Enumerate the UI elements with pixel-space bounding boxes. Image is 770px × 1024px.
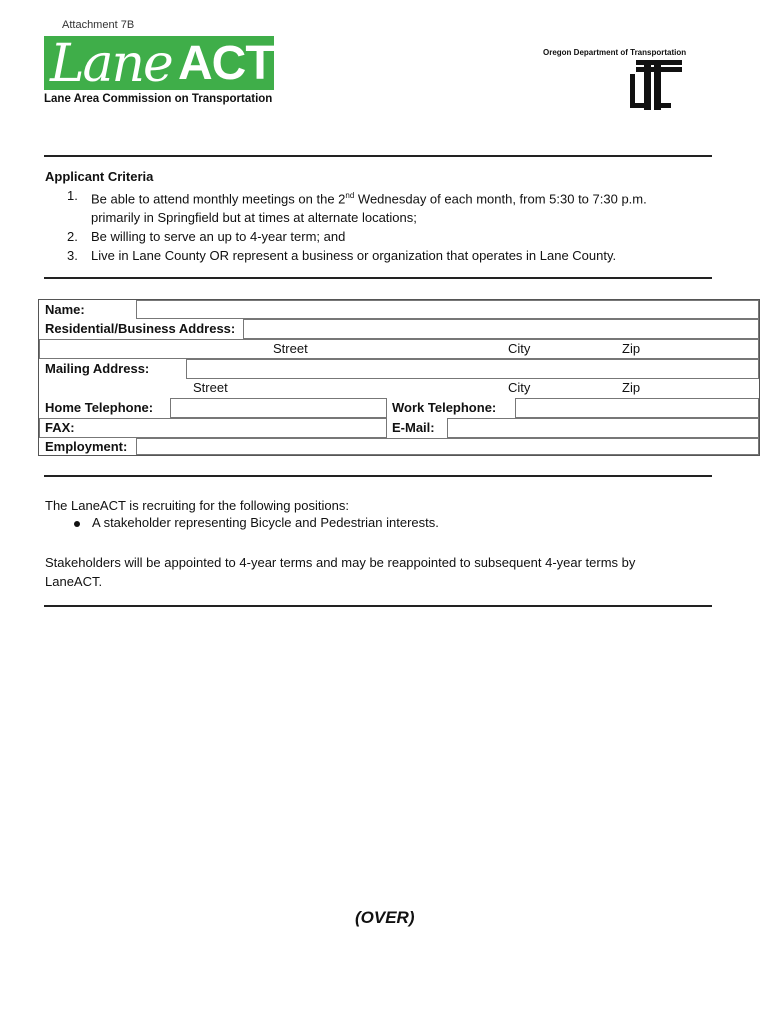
criteria-number: 1.	[67, 188, 78, 203]
address-field[interactable]	[243, 319, 759, 339]
zip-label: Zip	[622, 341, 641, 356]
bullet-icon	[74, 521, 80, 527]
recruiting-bullet	[74, 515, 439, 530]
logo-act-text: ACT	[178, 37, 274, 90]
criteria-title: Applicant Criteria	[45, 169, 154, 184]
fax-label: FAX:	[45, 420, 75, 435]
divider	[44, 155, 712, 157]
criteria-text: Wednesday of each month, from 5:30 to 7:30 p.m.	[354, 191, 647, 207]
divider	[44, 277, 712, 279]
attachment-label: Attachment 7B	[62, 19, 135, 31]
criteria-text: Be willing to serve an up to 4-year term; and	[91, 229, 346, 245]
address-label: Residential/Business Address:	[45, 321, 236, 336]
mailing-field[interactable]	[186, 359, 759, 379]
fax-field[interactable]	[39, 418, 387, 438]
address-detail-field[interactable]	[39, 339, 759, 359]
criteria-text: Live in Lane County OR represent a business or organization that operates in Lane County.	[91, 248, 617, 264]
street-label: Street	[193, 380, 228, 395]
terms-paragraph	[45, 553, 635, 591]
recruiting-intro: The LaneACT is recruiting for the following positions:	[45, 498, 349, 513]
applicant-form	[38, 299, 760, 456]
terms-line: Stakeholders will be appointed to 4-year terms and may be reappointed to subsequent 4-year terms by	[45, 555, 636, 570]
work-phone-label: Work Telephone:	[392, 400, 497, 415]
home-phone-field[interactable]	[170, 398, 387, 418]
home-phone-label: Home Telephone:	[45, 400, 154, 415]
bullet-text: A stakeholder representing Bicycle and Pedestrian interests.	[92, 515, 439, 530]
odot-emblem-icon	[540, 48, 690, 112]
employment-field[interactable]	[136, 438, 759, 455]
over-label: (OVER)	[355, 908, 415, 927]
odot-logo	[540, 48, 690, 112]
criteria-item	[45, 227, 647, 246]
criteria-number: 3.	[67, 248, 78, 264]
superscript: nd	[345, 191, 355, 200]
criteria-item	[45, 246, 647, 265]
divider	[44, 605, 712, 607]
zip-label: Zip	[622, 380, 641, 395]
criteria-item	[45, 186, 647, 227]
city-label: City	[508, 380, 531, 395]
terms-line: LaneACT.	[45, 574, 103, 589]
name-label: Name:	[45, 302, 85, 317]
criteria-text: primarily in Springfield but at times at alternate locations;	[91, 210, 417, 226]
city-label: City	[508, 341, 531, 356]
criteria-text: Be able to attend monthly meetings on the 2	[91, 191, 346, 207]
name-field[interactable]	[136, 300, 759, 319]
criteria-list	[45, 186, 647, 265]
email-field[interactable]	[447, 418, 759, 438]
employment-label: Employment:	[45, 439, 128, 454]
laneact-logo	[44, 36, 276, 108]
divider	[44, 475, 712, 477]
mailing-label: Mailing Address:	[45, 361, 150, 376]
street-label: Street	[273, 341, 308, 356]
work-phone-field[interactable]	[515, 398, 759, 418]
logo-tagline: Lane Area Commission on Transportation	[44, 93, 273, 105]
logo-lane-text: Lane	[50, 34, 172, 94]
criteria-number: 2.	[67, 229, 78, 245]
odot-agency-name: Oregon Department of Transportation	[543, 48, 687, 57]
email-label: E-Mail:	[392, 420, 435, 435]
